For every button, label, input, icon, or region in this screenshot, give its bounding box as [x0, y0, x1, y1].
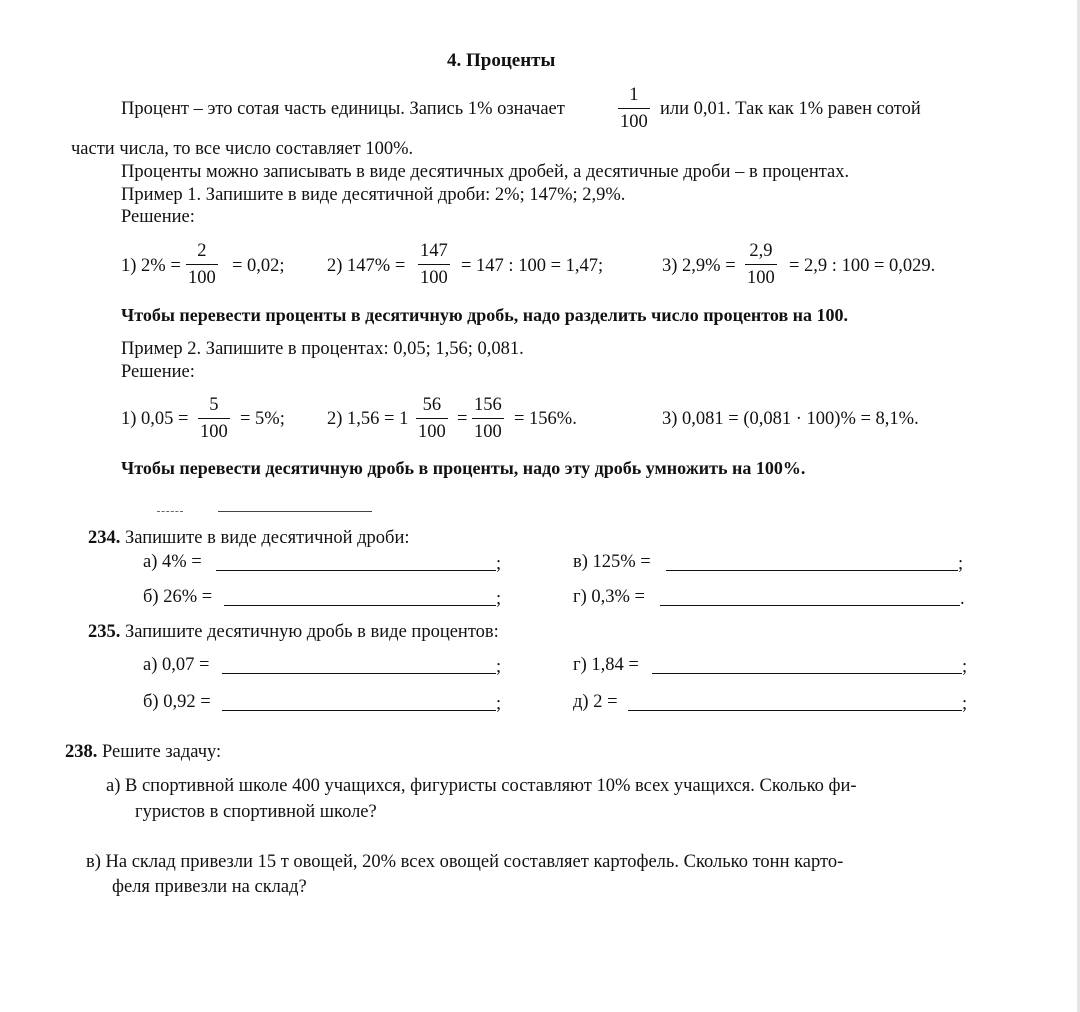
exercise-text: Запишите десятичную дробь в виде процентов:	[125, 622, 499, 642]
intro-text: Проценты можно записывать в виде десятичных дробей, а десятичные дроби – в процентах.	[121, 162, 850, 182]
answer-blank[interactable]	[224, 605, 496, 606]
solution-step: 3) 2,9% =	[662, 256, 736, 276]
answer-label: б) 26% =	[143, 587, 213, 607]
solution-step: = 156%.	[514, 409, 577, 429]
punct: ;	[496, 589, 502, 609]
answer-blank[interactable]	[628, 710, 962, 711]
denominator: 100	[200, 421, 228, 442]
exercise-number: 238.	[65, 742, 98, 762]
exercise-header	[65, 743, 221, 762]
answer-label: г) 0,3% =	[573, 587, 645, 607]
exercise-number: 235.	[88, 622, 121, 642]
solution-label: Решение:	[121, 362, 195, 382]
intro-text: Процент – это сотая часть единицы. Запись 1% означает	[121, 99, 565, 119]
solution-step: 2) 147% =	[327, 256, 406, 276]
answer-label: г) 1,84 =	[573, 655, 639, 675]
rule-text: Чтобы перевести десятичную дробь в проценты, надо эту дробь умножить на 100%.	[121, 458, 806, 478]
punct: ;	[496, 554, 502, 574]
punct: ;	[958, 554, 964, 574]
solution-step: = 147 : 100 = 1,47;	[461, 256, 604, 276]
denominator: 100	[418, 421, 446, 442]
exercise-header	[88, 623, 499, 642]
problem-text: гуристов в спортивной школе?	[135, 802, 377, 822]
denominator: 100	[188, 267, 216, 288]
fraction	[416, 396, 448, 441]
punct: ;	[496, 657, 502, 677]
answer-label: а) 0,07 =	[143, 655, 210, 675]
punct: .	[960, 589, 965, 609]
fraction	[186, 242, 218, 287]
punct: ;	[962, 694, 968, 714]
answer-blank[interactable]	[652, 673, 962, 674]
exercise-text: Решите задачу:	[102, 742, 222, 762]
answer-label: д) 2 =	[573, 692, 618, 712]
intro-text: или 0,01. Так как 1% равен сотой	[660, 99, 921, 119]
solution-step: 1) 2% =	[121, 256, 181, 276]
numerator: 56	[422, 395, 442, 415]
answer-label: в) 125% =	[573, 552, 651, 572]
numerator: 2,9	[749, 241, 773, 261]
divider	[218, 511, 372, 512]
exercise-number: 234.	[88, 528, 121, 548]
denominator: 100	[620, 111, 648, 132]
example-task: Пример 2. Запишите в процентах: 0,05; 1,56; 0,081.	[121, 339, 524, 359]
solution-step: =	[457, 409, 468, 429]
answer-blank[interactable]	[222, 710, 496, 711]
solution-step: = 5%;	[240, 409, 285, 429]
rule-text: Чтобы перевести проценты в десятичную дробь, надо разделить число процентов на 100.	[121, 305, 849, 325]
answer-label: б) 0,92 =	[143, 692, 211, 712]
solution-step: = 0,02;	[232, 256, 285, 276]
solution-step: 1) 0,05 =	[121, 409, 189, 429]
punct: ;	[962, 657, 968, 677]
answer-label: а) 4% =	[143, 552, 202, 572]
example-task: Пример 1. Запишите в виде десятичной дроби: 2%; 147%; 2,9%.	[121, 185, 626, 205]
solution-step: 3) 0,081 = (0,081 · 100)% = 8,1%.	[662, 409, 919, 429]
fraction	[472, 396, 504, 441]
problem-text: а) В спортивной школе 400 учащихся, фигуристы составляют 10% всех учащихся. Сколько фи-	[106, 776, 857, 796]
fraction	[418, 242, 450, 287]
intro-text: части числа, то все число составляет 100%.	[71, 139, 414, 159]
solution-step: = 2,9 : 100 = 0,029.	[789, 256, 936, 276]
fraction	[618, 86, 650, 131]
problem-text: в) На склад привезли 15 т овощей, 20% всех овощей составляет картофель. Сколько тонн карто-	[86, 852, 844, 872]
fraction	[198, 396, 230, 441]
answer-blank[interactable]	[660, 605, 960, 606]
exercise-header	[88, 529, 409, 548]
numerator: 156	[474, 395, 502, 415]
problem-text: феля привезли на склад?	[112, 877, 307, 897]
denominator: 100	[420, 267, 448, 288]
answer-blank[interactable]	[666, 570, 958, 571]
answer-blank[interactable]	[216, 570, 496, 571]
exercise-text: Запишите в виде десятичной дроби:	[125, 528, 410, 548]
divider	[157, 511, 183, 512]
numerator: 5	[209, 395, 219, 415]
solution-label: Решение:	[121, 207, 195, 227]
fraction	[745, 242, 777, 287]
answer-blank[interactable]	[222, 673, 496, 674]
punct: ;	[496, 694, 502, 714]
page-title: 4. Проценты	[447, 50, 556, 71]
numerator: 147	[420, 241, 448, 261]
numerator: 2	[197, 241, 207, 261]
solution-step: 2) 1,56 = 1	[327, 409, 409, 429]
denominator: 100	[474, 421, 502, 442]
numerator: 1	[629, 85, 639, 105]
denominator: 100	[747, 267, 775, 288]
